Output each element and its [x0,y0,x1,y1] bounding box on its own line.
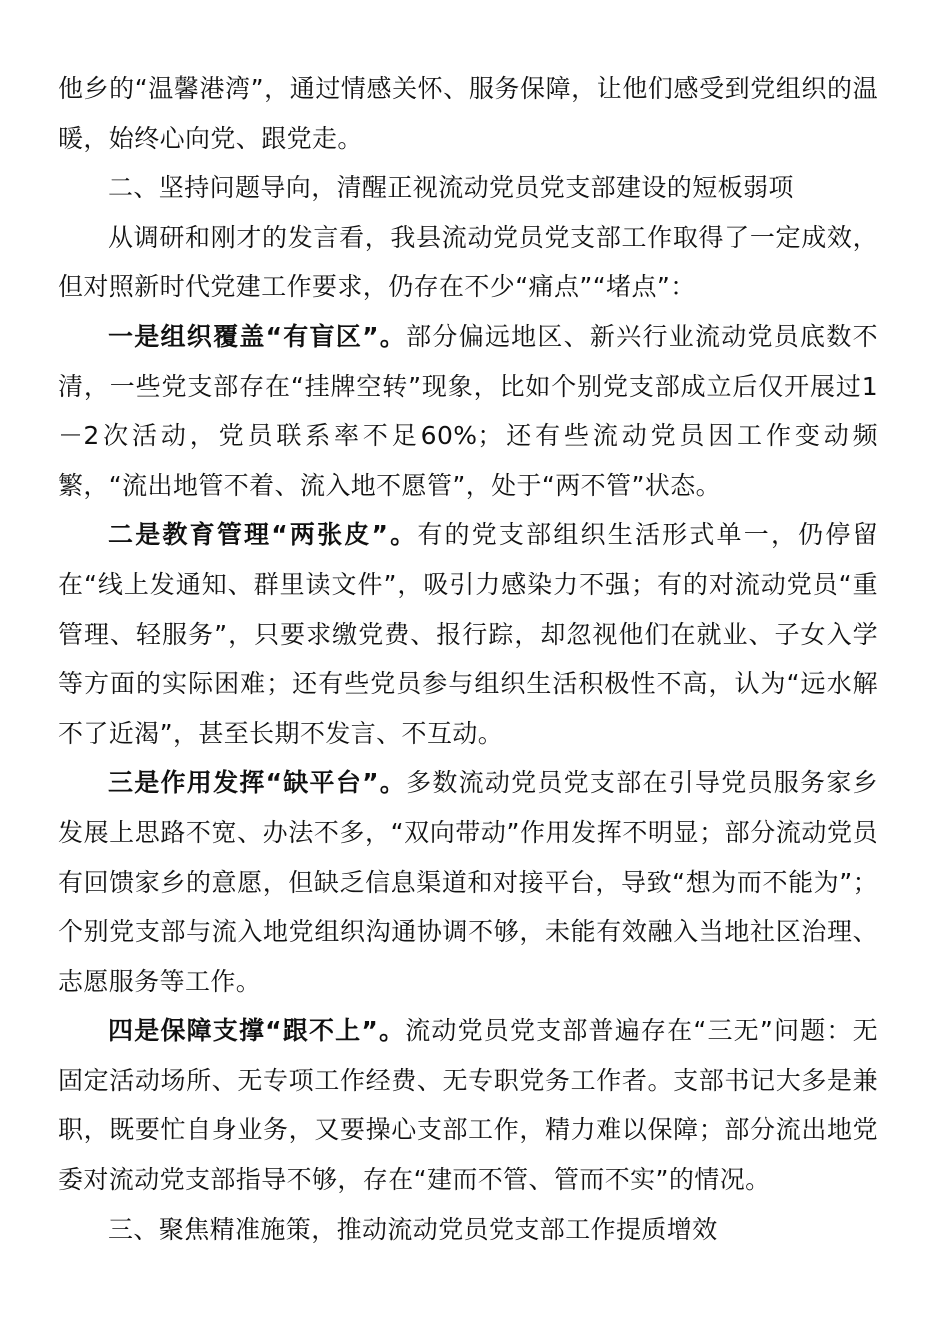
point-lead: 四是保障支撑“跟不上”。 [108,1016,406,1046]
point-lead: 三是作用发挥“缺平台”。 [108,768,407,798]
paragraph-continuation [58,64,878,163]
paragraph-intro [58,213,878,312]
paragraph-text: 多数流动党员党支部在引导党员服务家乡发展上思路不宽、办法不多，“双向带动”作用发挥不明显；部分流动党员有回馈家乡的意愿，但缺乏信息渠道和对接平台，导致“想为而不能为”；个别党支部与流入地党组织沟通协调不够，未能有效融入当地社区治理、志愿服务等工作。 [58,768,878,996]
document-page [58,64,878,1254]
paragraph-text: 流动党员党支部普遍存在“三无”问题：无固定活动场所、无专项工作经费、无专职党务工作者。支部书记大多是兼职，既要忙自身业务，又要操心支部工作，精力难以保障；部分流出地党委对流动党支部指导不够，存在“建而不管、管而不实”的情况。 [58,1016,878,1195]
heading-text: 三、聚焦精准施策，推动流动党员党支部工作提质增效 [108,1214,718,1244]
paragraph-point-one [58,312,878,510]
paragraph-text: 部分偏远地区、新兴行业流动党员底数不清，一些党支部存在“挂牌空转”现象，比如个别党支部成立后仅开展过1－2次活动，党员联系率不足60%；还有些流动党员因工作变动频繁，“流出地管不着、流入地不愿管”，处于“两不管”状态。 [58,321,878,500]
paragraph-text: 他乡的“温馨港湾”，通过情感关怀、服务保障，让他们感受到党组织的温暖，始终心向党、跟党走。 [58,74,878,153]
point-lead: 二是教育管理“两张皮”。 [108,520,418,550]
heading-text: 二、坚持问题导向，清醒正视流动党员党支部建设的短板弱项 [108,173,794,203]
paragraph-point-two [58,510,878,758]
paragraph-point-three [58,758,878,1006]
point-lead: 一是组织覆盖“有盲区”。 [108,321,407,351]
section-heading-three [58,1205,878,1255]
paragraph-text: 从调研和刚才的发言看，我县流动党员党支部工作取得了一定成效，但对照新时代党建工作要求，仍存在不少“痛点”“堵点”： [58,222,878,302]
section-heading-two [58,163,878,213]
paragraph-text: 有的党支部组织生活形式单一，仍停留在“线上发通知、群里读文件”，吸引力感染力不强；有的对流动党员“重管理、轻服务”，只要求缴党费、报行踪，却忽视他们在就业、子女入学等方面的实际困难；还有些党员参与组织生活积极性不高，认为“远水解不了近渴”，甚至长期不发言、不互动。 [58,520,878,748]
paragraph-point-four [58,1006,878,1204]
